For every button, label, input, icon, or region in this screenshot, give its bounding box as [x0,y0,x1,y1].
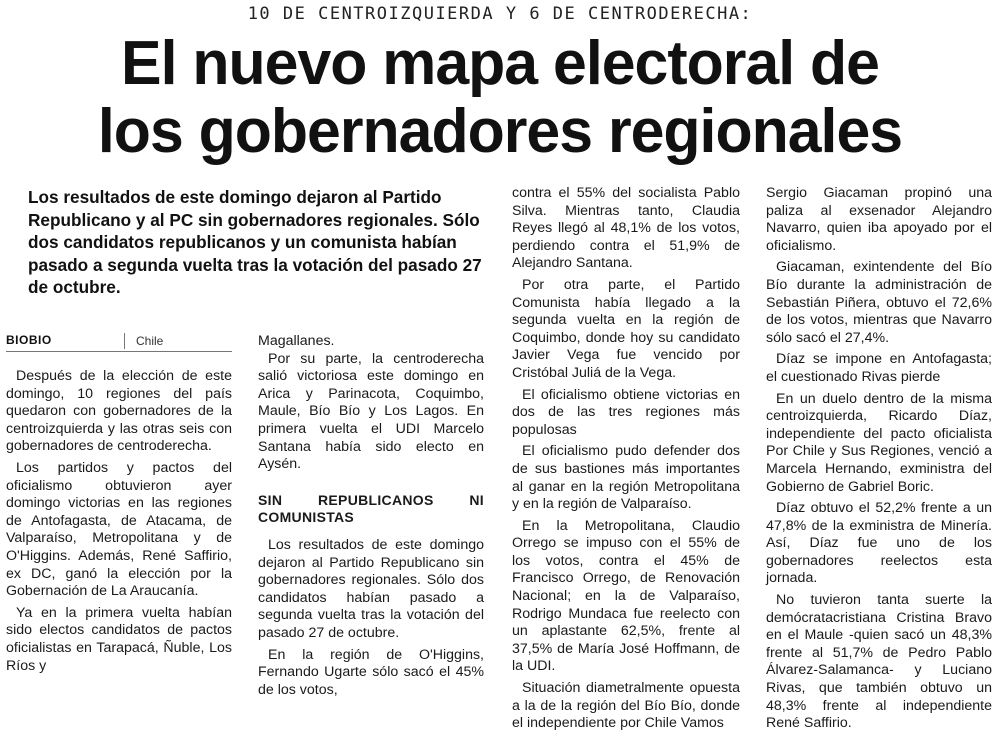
headline-line-1: El nuevo mapa electoral de [121,29,879,98]
paragraph: contra el 55% del socialista Pablo Silva. Mientras tanto, Claudia Reyes llegó al 48,1% de los votos, perdiendo contra el 51,9% de Alejandro Santana. [512,185,740,272]
paragraph: El oficialismo obtiene victorias en dos de las tres regiones más populosas [512,386,740,438]
paragraph: En un duelo dentro de la misma centroizquierda, Ricardo Díaz, independiente del pacto oficialista Por Chile y Sus Regiones, venció a Marcela Hernando, exministra del Gobierno de Gabriel Boric. [766,390,992,495]
lead-paragraph: Los resultados de este domingo dejaron al Partido Republicano y al PC sin gobernadores regionales. Sólo dos candidatos republicanos y un comunista habían pasado a segunda vuelta tras la votación del pasado 27 de octubre. [28,187,482,298]
paragraph: En la Metropolitana, Claudio Orrego se impuso con el 55% de los votos, contra el 45% de Francisco Orrego, de Renovación Nacional; en la de Valparaíso, Rodrigo Mundaca fue reelecto con un aplastante 62,5%, frente al 37,5% de María José Hoffmann, de la UDI. [512,517,740,675]
section-divider [124,333,125,349]
paragraph: Después de la elección de este domingo, 10 regiones del país quedaron con gobernadores de la centroizquierda y las otras seis con gobernadores de centroderecha. [6,368,232,455]
section-bar [6,333,232,352]
paragraph: No tuvieron tanta suerte la demócratacristiana Cristina Bravo en el Maule -quien sacó un 48,3% frente al 51,7% de Pedro Pablo Álvarez-Salamanca- y Luciano Rivas, que también obtuvo un 48,3% frente al independiente René Saffirio. [766,592,992,732]
paragraph: Díaz obtuvo el 52,2% frente a un 47,8% de la exministra de Minería. Así, Díaz fue uno de los gobernadores reelectos esta jornada. [766,500,992,587]
paragraph: Díaz se impone en Antofagasta; el cuestionado Rivas pierde [766,351,992,385]
section-place: Chile [136,334,164,348]
paragraph: Sergio Giacaman propinó una paliza al exsenador Alejandro Navarro, quien iba apoyado por el oficialismo. [766,185,992,254]
paragraph: En la región de O'Higgins, Fernando Ugarte sólo sacó el 45% de los votos, [258,646,484,698]
column-3 [512,185,740,733]
paragraph: Por otra parte, el Partido Comunista había llegado a la segunda vuelta en la región de Coquimbo, donde hoy su candidato Javier Vega fue vencido por Cristóbal Juliá de la Vega. [512,276,740,381]
paragraph: Los resultados de este domingo dejaron al Partido Republicano sin gobernadores regionales. Sólo dos candidatos habían pasado a segunda vuelta tras la votación del pasado 27 de octubre. [258,536,484,641]
paragraph: El oficialismo pudo defender dos de sus bastiones más importantes al ganar en la región Metropolitana y en la región de Valparaíso. [512,443,740,513]
column-1 [6,368,232,675]
section-name: BIOBIO [6,333,52,347]
kicker: 10 DE CENTROIZQUIERDA Y 6 DE CENTRODERECHA: [247,4,753,24]
paragraph: Magallanes. [258,333,335,349]
headline [10,30,990,166]
paragraph: Giacaman, exintendente del Bío Bío durante la administración de Sebastián Piñera, obtuvo el 72,6% de los votos, mientras que Navarro sólo sacó el 27,4%. [766,259,992,346]
paragraph: Por su parte, la centroderecha salió victoriosa este domingo en Arica y Parinacota, Coquimbo, Maule, Bío Bío y Los Lagos. En primera vuelta el UDI Marcelo Santana había sido electo en Aysén. [258,350,484,473]
column-2 [258,333,484,699]
paragraph: Los partidos y pactos del oficialismo obtuvieron ayer domingo victorias en las regiones de Antofagasta, de Atacama, de Valparaíso, Metropolitana y de O'Higgins. Además, René Saffirio, ex DC, ganó la elección por la Gobernación de La Araucanía. [6,459,232,600]
column-4 [766,185,992,733]
paragraph: Ya en la primera vuelta habían sido electos candidatos de pactos oficialistas en Tarapacá, Ñuble, Los Ríos y [6,604,232,674]
paragraph: Situación diametralmente opuesta a la de la región del Bío Bío, donde el independiente por Chile Vamos [512,680,740,732]
subhead: SIN REPUBLICANOS NI COMUNISTAS [258,491,484,526]
headline-line-2: los gobernadores regionales [97,97,903,166]
